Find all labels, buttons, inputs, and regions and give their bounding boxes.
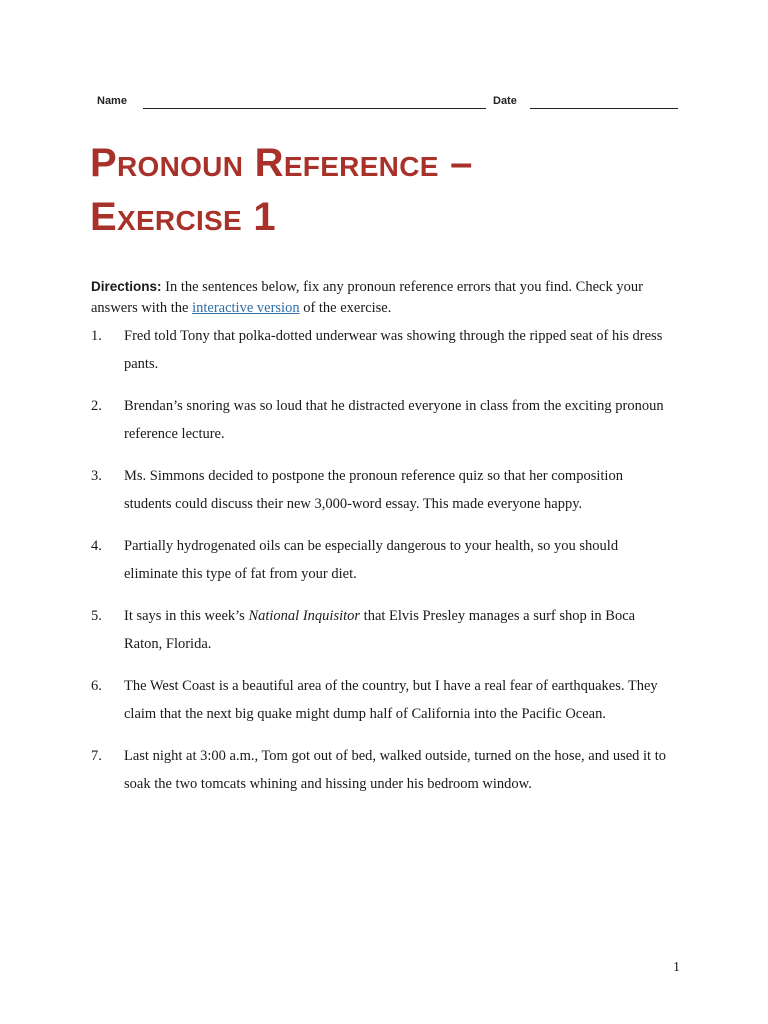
directions-text: In the sentences below, fix any pronoun reference errors that you find. Check your answers with the [91, 278, 643, 316]
title-line-1: Pronoun Reference – [90, 141, 473, 185]
item-text: Partially hydrogenated oils can be especially dangerous to your health, so you should eliminate this type of fat from your diet. [124, 538, 619, 582]
list-item [0, 743, 768, 798]
page-title [90, 136, 690, 244]
item-number: 6. [91, 678, 102, 694]
publication-title: National Inquisitor [248, 608, 361, 624]
item-text: The West Coast is a beautiful area of the country, but I have a real fear of earthquakes. They claim that the next big quake might dump half of California into the Pacific Ocean. [124, 678, 658, 722]
item-text: Last night at 3:00 a.m., Tom got out of bed, walked outside, turned on the hose, and used it to soak the two tomcats whining and hissing under his bedroom window. [124, 748, 666, 792]
list-item [0, 393, 768, 448]
item-number: 1. [91, 328, 102, 344]
item-number: 2. [91, 398, 102, 414]
item-text-start: It says in this week’s [124, 608, 249, 624]
title-line-2: Exercise 1 [90, 195, 276, 239]
name-field-line [143, 108, 486, 109]
item-text-end: that Elvis Presley manages a surf shop in Boca Raton, Florida. [124, 608, 636, 652]
list-item [0, 673, 768, 728]
item-text: Ms. Simmons decided to postpone the pronoun reference quiz so that her composition students could discuss their new 3,000-word essay. This made everyone happy. [124, 468, 623, 512]
list-item [0, 463, 768, 518]
interactive-version-link[interactable]: interactive version [192, 299, 300, 316]
list-item [0, 533, 768, 588]
item-text: Fred told Tony that polka-dotted underwear was showing through the ripped seat of his dress pants. [124, 328, 663, 372]
date-field-line [530, 108, 678, 109]
directions-paragraph [91, 276, 681, 319]
directions-label: Directions: [91, 278, 162, 294]
item-number: 3. [91, 468, 102, 484]
item-text: Brendan’s snoring was so loud that he distracted everyone in class from the exciting pronoun reference lecture. [124, 398, 664, 442]
item-text [124, 603, 674, 658]
name-label: Name [97, 95, 127, 107]
exercise-list [0, 323, 768, 813]
item-number: 7. [91, 748, 102, 764]
list-item [0, 323, 768, 378]
directions-text-end: of the exercise. [299, 299, 392, 316]
name-date-header [97, 92, 678, 110]
item-number: 4. [91, 538, 102, 554]
page-number: 1 [673, 960, 680, 975]
date-label: Date [493, 95, 517, 107]
item-number: 5. [91, 608, 102, 624]
list-item [0, 603, 768, 658]
